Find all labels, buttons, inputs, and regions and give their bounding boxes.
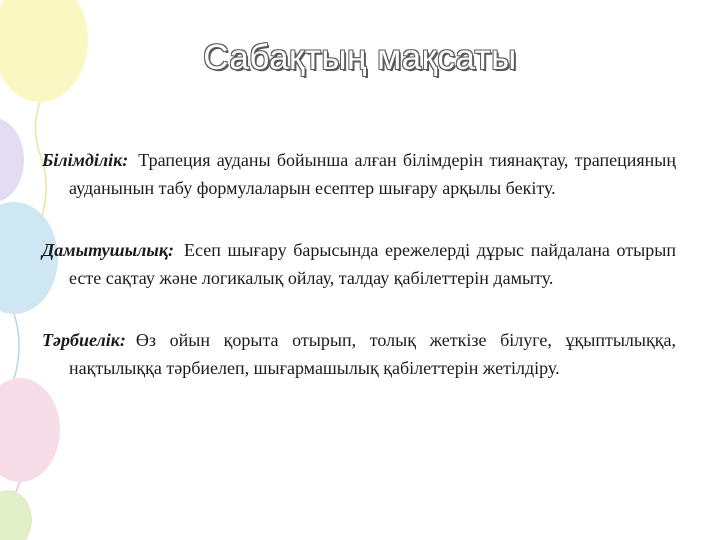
objective-educational <box>42 146 676 202</box>
objective-text: Трапеция ауданы бойынша алған білімдерін тиянақтау, трапецияның ауданынын табу формулаларын есептер шығару арқылы бекіту. <box>69 150 676 198</box>
objective-developmental <box>42 236 676 292</box>
objective-text: Өз ойын қорыта отырып, толық жеткізе білуге, ұқыптылыққа, нақтылыққа тәрбиелеп, шығармашылық қабілеттерін жетілдіру. <box>69 330 676 378</box>
slide-title: Сабақтың мақсаты <box>203 38 517 77</box>
objective-term: Білімділік: <box>42 150 129 170</box>
green-balloon-icon <box>0 490 32 540</box>
objective-upbringing <box>42 326 676 382</box>
lilac-balloon-icon <box>0 118 24 202</box>
objective-text: Есеп шығару барысында ережелерді дұрыс пайдалана отырып есте сақтау және логикалық ойлау, талдау қабілеттерін дамыту. <box>69 240 676 288</box>
objectives-list <box>42 146 676 416</box>
objective-term: Тәрбиелік: <box>42 330 126 350</box>
objective-term: Дамытушылық: <box>42 240 174 260</box>
